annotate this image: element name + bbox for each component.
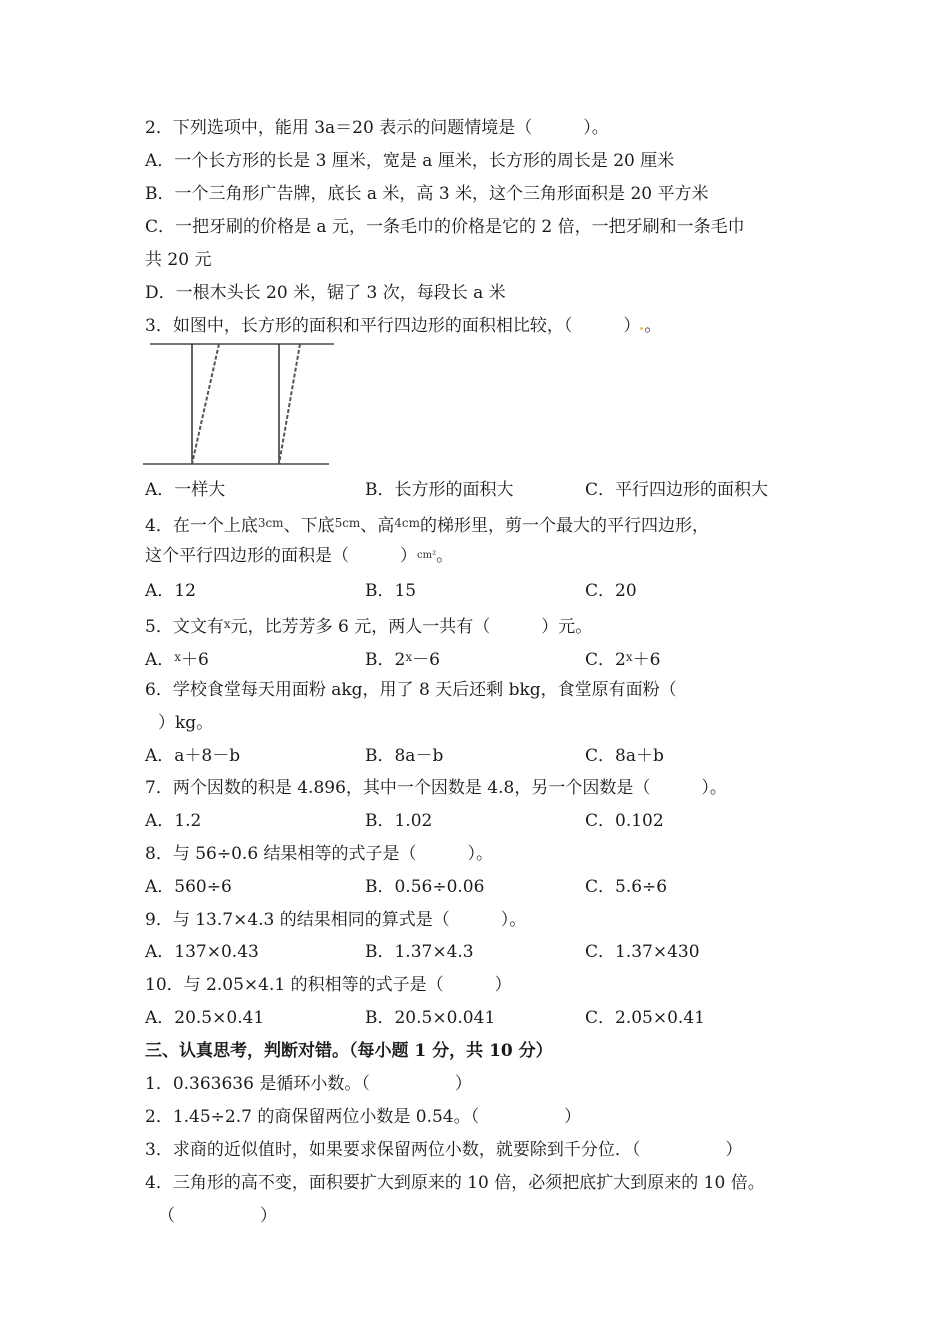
q3-option-c: C．平行四边形的面积大 <box>585 480 769 500</box>
q10-option-c: C．2.05×0.41 <box>585 1008 705 1028</box>
q2-stem: 2．下列选项中，能用 3a＝20 表示的问题情境是（ ）。 <box>145 118 609 138</box>
q5-b-post: －6 <box>412 650 440 670</box>
q2-option-c-line1: C．一把牙刷的价格是 a 元，一条毛巾的价格是它的 2 倍，一把牙刷和一条毛巾 <box>145 217 745 237</box>
rectangle-parallelogram-figure <box>143 340 338 470</box>
q3-stem-text: 3．如图中，长方形的面积和平行四边形的面积相比较，（ ） <box>145 316 641 336</box>
judge-3: 3．求商的近似值时，如果要求保留两位小数，就要除到千分位．（ ） <box>145 1140 743 1160</box>
q4-line2-end: 。 <box>436 546 454 566</box>
q5-c-var: x <box>625 650 633 664</box>
q4-upper-base: 3cm <box>257 516 284 530</box>
q6-stem-line1: 6．学校食堂每天用面粉 akg，用了 8 天后还剩 bkg，食堂原有面粉（ <box>145 680 677 700</box>
q5-b-var: x <box>405 650 413 664</box>
q4-option-c: C．20 <box>585 581 637 601</box>
q5-option-a <box>145 646 209 671</box>
q10-option-b: B．20.5×0.041 <box>365 1008 496 1028</box>
q7-option-b: B．1.02 <box>365 811 433 831</box>
q4-option-b: B．15 <box>365 581 417 601</box>
q5-c-pre: C．2 <box>585 650 626 670</box>
q8-option-b: B．0.56÷0.06 <box>365 877 485 897</box>
judge-4-line2: （ ） <box>158 1206 277 1226</box>
q7-stem: 7．两个因数的积是 4.896，其中一个因数是 4.8，另一个因数是（ ）。 <box>145 778 727 798</box>
q6-stem-line2: ）kg。 <box>158 713 214 733</box>
q5-a-post: ＋6 <box>181 650 209 670</box>
q7-option-a: A．1.2 <box>145 811 202 831</box>
q9-option-c: C．1.37×430 <box>585 942 700 962</box>
q6-option-c: C．8a＋b <box>585 746 664 766</box>
q4-stem-line1 <box>145 512 709 537</box>
q4-text-3: 、高 <box>360 516 395 536</box>
q2-option-d: D．一根木头长 20 米，锯了 3 次，每段长 a 米 <box>145 283 506 303</box>
q4-unit: cm² <box>417 550 437 561</box>
judge-2: 2．1.45÷2.7 的商保留两位小数是 0.54。（ ） <box>145 1107 582 1127</box>
q9-option-a: A．137×0.43 <box>145 942 259 962</box>
q2-option-a: A．一个长方形的长是 3 厘米，宽是 a 厘米，长方形的周长是 20 厘米 <box>145 151 675 171</box>
q5-text-1: 5．文文有 <box>145 617 224 637</box>
judge-4-line1: 4．三角形的高不变，面积要扩大到原来的 10 倍，必须把底扩大到原来的 10 倍。 <box>145 1173 765 1193</box>
q5-a-var: x <box>174 650 182 664</box>
dot-mark <box>640 327 643 330</box>
q5-c-post: ＋6 <box>632 650 661 670</box>
q4-text-1: 4．在一个上底 <box>145 516 258 536</box>
q4-stem-line2 <box>145 545 453 567</box>
q4-lower-base: 5cm <box>334 516 361 530</box>
parallelogram-left-side <box>192 344 219 464</box>
q5-b-pre: B．2 <box>365 650 406 670</box>
judge-1: 1．0.363636 是循环小数。（ ） <box>145 1074 472 1094</box>
q9-option-b: B．1.37×4.3 <box>365 942 474 962</box>
q5-a-pre: A． <box>145 650 175 670</box>
q2-option-b: B．一个三角形广告牌，底长 a 米，高 3 米，这个三角形面积是 20 平方米 <box>145 184 709 204</box>
q3-stem <box>145 315 661 337</box>
q4-line2-text: 这个平行四边形的面积是（ ） <box>145 546 417 566</box>
q4-text-4: 的梯形里，剪一个最大的平行四边形， <box>420 516 710 536</box>
q5-variable: x <box>223 617 231 631</box>
q4-height: 4cm <box>394 516 421 530</box>
q9-stem: 9．与 13.7×4.3 的结果相同的算式是（ ）。 <box>145 910 527 930</box>
q8-option-c: C．5.6÷6 <box>585 877 668 897</box>
parallelogram-right-side <box>279 344 300 464</box>
q6-option-a: A．a＋8－b <box>145 746 241 766</box>
q8-option-a: A．560÷6 <box>145 877 232 897</box>
q4-text-2: 、下底 <box>283 516 335 536</box>
q3-stem-end: 。 <box>644 316 662 336</box>
section3-title: 三、认真思考，判断对错。（每小题 1 分，共 10 分） <box>145 1041 553 1061</box>
q5-option-c <box>585 646 660 671</box>
q5-stem <box>145 613 592 638</box>
q7-option-c: C．0.102 <box>585 811 664 831</box>
q8-stem: 8．与 56÷0.6 结果相等的式子是（ ）。 <box>145 844 494 864</box>
q5-option-b <box>365 646 440 671</box>
q4-option-a: A．12 <box>145 581 196 601</box>
q3-option-a: A．一样大 <box>145 480 226 500</box>
q10-option-a: A．20.5×0.41 <box>145 1008 265 1028</box>
q6-option-b: B．8a－b <box>365 746 444 766</box>
q10-stem: 10．与 2.05×4.1 的积相等的式子是（ ） <box>145 975 512 995</box>
q2-option-c-line2: 共 20 元 <box>145 250 212 270</box>
q3-option-b: B．长方形的面积大 <box>365 480 514 500</box>
q5-text-2: 元，比芳芳多 6 元，两人一共有（ ）元。 <box>230 617 593 637</box>
